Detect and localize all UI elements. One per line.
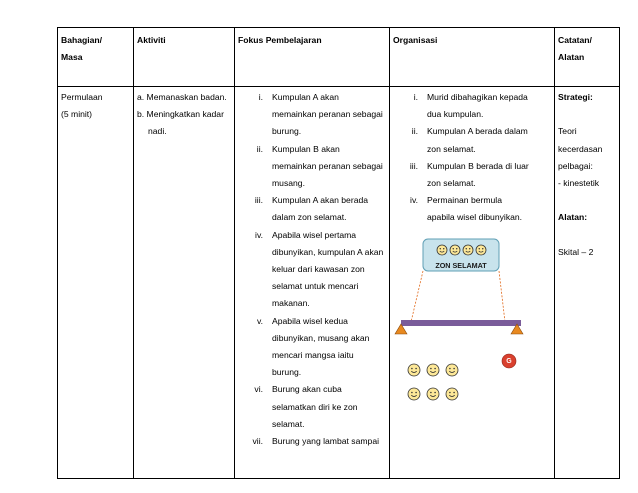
list-number: i. xyxy=(258,92,263,102)
list-item xyxy=(393,89,551,123)
list-number: iv. xyxy=(410,195,418,206)
organisasi-diagram xyxy=(393,236,551,406)
list-number: iii. xyxy=(254,195,263,206)
list-line: zon selamat. xyxy=(427,178,476,189)
list-number: iv. xyxy=(255,229,263,240)
list-line: mencari mangsa iaitu xyxy=(272,350,354,361)
list-line: selamatkan diri ke zon xyxy=(272,401,358,412)
list-number: iii. xyxy=(409,160,418,171)
list-line: makanan. xyxy=(272,298,310,309)
header-row xyxy=(58,28,620,87)
organisasi-list xyxy=(393,89,551,227)
list-item xyxy=(238,227,386,313)
smiley-face-icon xyxy=(408,388,420,400)
list-line: dibunyikan, kumpulan A akan xyxy=(272,246,384,257)
list-line: Permainan bermula xyxy=(427,195,502,206)
list-line: Kumpulan B berada di luar xyxy=(427,160,529,171)
list-line: musang. xyxy=(272,178,305,189)
smiley-face-icon xyxy=(446,364,458,376)
list-item xyxy=(238,433,386,450)
aktiviti-item: b. Meningkatkan kadar nadi. xyxy=(137,109,224,137)
list-line: burung. xyxy=(272,126,302,137)
smiley-face-icon xyxy=(437,245,447,255)
cell-aktiviti xyxy=(134,87,235,479)
list-line: Apabila wisel kedua xyxy=(272,315,348,326)
list-item xyxy=(238,89,386,141)
cell-fokus-pembelajaran xyxy=(235,87,390,479)
permulaan-row xyxy=(58,87,620,479)
list-number: vii. xyxy=(252,436,263,447)
list-number: ii. xyxy=(256,143,263,154)
cell-organisasi xyxy=(390,87,555,479)
list-line: apabila wisel dibunyikan. xyxy=(427,212,523,223)
list-line: selamat untuk mencari xyxy=(272,281,359,292)
list-line: selamat. xyxy=(272,418,305,429)
list-item xyxy=(238,141,386,193)
alatan-label: Alatan: xyxy=(558,212,588,223)
smiley-face-icon xyxy=(427,388,439,400)
boundary-bar xyxy=(401,320,521,326)
guide-line-left xyxy=(411,271,423,322)
list-item xyxy=(238,381,386,433)
cell-catatan: Strategi: Teori kecerdasan pelbagai: - kinestetik Alatan: Skital – 2 xyxy=(555,87,620,479)
lesson-plan-table xyxy=(57,27,620,479)
header-aktiviti: Aktiviti xyxy=(134,28,235,87)
list-line: Apabila wisel pertama xyxy=(272,229,357,240)
list-line: burung. xyxy=(272,367,302,378)
guide-line-right xyxy=(499,271,505,322)
list-line: Burung akan cuba xyxy=(272,384,342,395)
header-catatan-alatan: Catatan/ Alatan xyxy=(555,28,620,87)
fokus-list xyxy=(238,89,386,450)
list-line: Kumpulan A akan xyxy=(272,92,339,102)
header-bahagian-masa: Bahagian/ Masa xyxy=(58,28,134,87)
list-line: dua kumpulan. xyxy=(427,109,484,120)
strategi-label: Strategi: xyxy=(558,92,593,102)
zone-label: ZON SELAMAT xyxy=(435,260,487,270)
header-organisasi: Organisasi xyxy=(390,28,555,87)
list-number: i. xyxy=(413,92,418,102)
list-item xyxy=(393,192,551,226)
list-line: memainkan peranan sebagai xyxy=(272,109,383,120)
smiley-face-icon xyxy=(446,388,458,400)
list-line: Kumpulan B akan xyxy=(272,143,340,154)
cell-bahagian: Permulaan (5 minit) xyxy=(58,87,134,479)
smiley-face-icon xyxy=(408,364,420,376)
list-line: Kumpulan A berada dalam xyxy=(427,126,528,137)
alatan-value: Skital – 2 xyxy=(558,246,594,257)
list-item xyxy=(238,313,386,382)
smiley-face-icon xyxy=(450,245,460,255)
list-number: v. xyxy=(256,315,263,326)
header-fokus-pembelajaran: Fokus Pembelajaran xyxy=(235,28,390,87)
list-line: Burung yang lambat sampai xyxy=(272,436,380,447)
smiley-face-icon xyxy=(463,245,473,255)
list-line: dibunyikan, musang akan xyxy=(272,332,370,343)
smiley-face-icon xyxy=(427,364,439,376)
list-line: keluar dari kawasan zon xyxy=(272,264,365,275)
list-item xyxy=(393,158,551,192)
hunter-label: G xyxy=(506,357,512,365)
list-number: vi. xyxy=(254,384,263,395)
list-line: Murid dibahagikan kepada xyxy=(427,92,528,102)
list-line: memainkan peranan sebagai xyxy=(272,160,383,171)
list-item xyxy=(238,192,386,226)
list-number: ii. xyxy=(411,126,418,137)
list-line: dalam zon selamat. xyxy=(272,212,347,223)
smiley-face-icon xyxy=(476,245,486,255)
list-line: Kumpulan A akan berada xyxy=(272,195,369,206)
list-item xyxy=(393,123,551,157)
aktiviti-item: a. Memanaskan badan. xyxy=(137,92,227,102)
list-line: zon selamat. xyxy=(427,143,476,154)
